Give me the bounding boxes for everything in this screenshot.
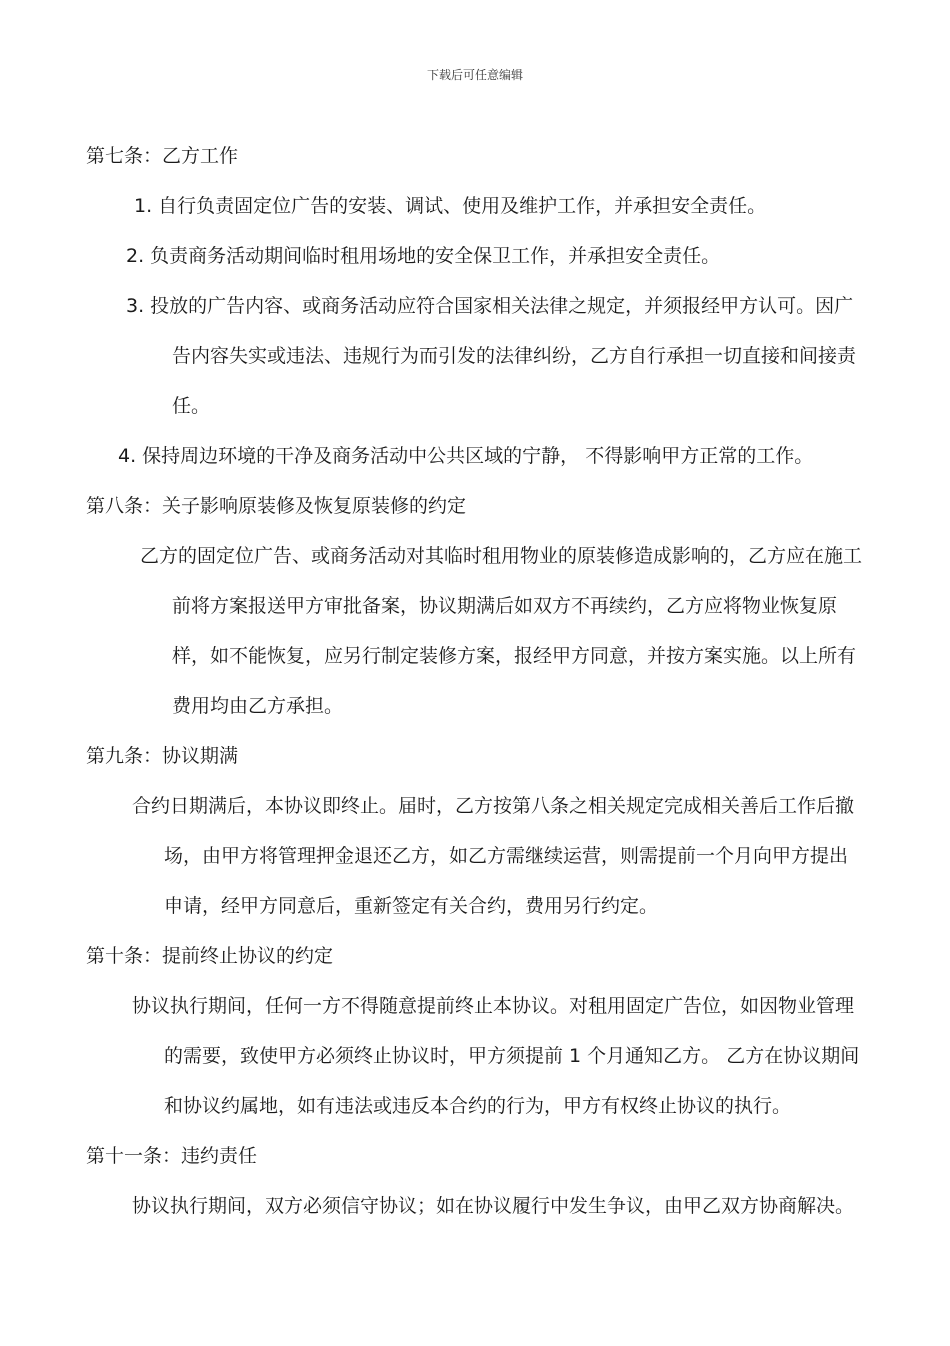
section-7-title: 第七条：乙方工作 xyxy=(86,145,239,167)
section-8-body: 乙方的固定位广告、或商务活动对其临时租用物业的原装修造成影响的，乙方应在施工前将方案报送甲方审批备案，协议期满后如双方不再续约，乙方应将物业恢复原样，如不能恢复，应另行制定装修方案，报经甲方同意，并按方案实施。以上所有费用均由乙方承担。 xyxy=(140,545,863,717)
section-7-item-4: 4. 保持周边环境的干净及商务活动中公共区域的宁静， 不得影响甲方正常的工作。 xyxy=(118,445,814,467)
section-9-title: 第九条：协议期满 xyxy=(86,745,239,767)
section-11-title: 第十一条：违约责任 xyxy=(86,1145,258,1167)
section-8-title: 第八条：关子影响原装修及恢复原装修的约定 xyxy=(86,495,467,517)
section-9-body: 合约日期满后，本协议即终止。届时，乙方按第八条之相关规定完成相关善后工作后撤场，由甲方将管理押金退还乙方，如乙方需继续运营，则需提前一个月向甲方提出申请，经甲方同意后，重新签定有关合约，费用另行约定。 xyxy=(132,795,855,917)
section-10-title: 第十条：提前终止协议的约定 xyxy=(86,945,334,967)
document-body xyxy=(86,131,866,1231)
page-header: 下载后可任意编辑 xyxy=(426,68,523,82)
section-7-item-2: 2. 负责商务活动期间临时租用场地的安全保卫工作，并承担安全责任。 xyxy=(126,245,721,267)
section-10-body: 协议执行期间，任何一方不得随意提前终止本协议。对租用固定广告位，如因物业管理的需要，致使甲方必须终止协议时，甲方须提前 1 个月通知乙方。 乙方在协议期间和协议约属地，如有违法或违反本合约的行为，甲方有权终止协议的执行。 xyxy=(132,995,860,1117)
section-7-item-1: 1. 自行负责固定位广告的安装、调试、使用及维护工作，并承担安全责任。 xyxy=(134,195,767,217)
section-7-item-3: 3. 投放的广告内容、或商务活动应符合国家相关法律之规定，并须报经甲方认可。因广告内容失实或违法、违规行为而引发的法律纠纷，乙方自行承担一切直接和间接责任。 xyxy=(126,295,857,417)
section-11-body: 协议执行期间，双方必须信守协议；如在协议履行中发生争议，由甲乙双方协商解决。 xyxy=(132,1195,855,1217)
